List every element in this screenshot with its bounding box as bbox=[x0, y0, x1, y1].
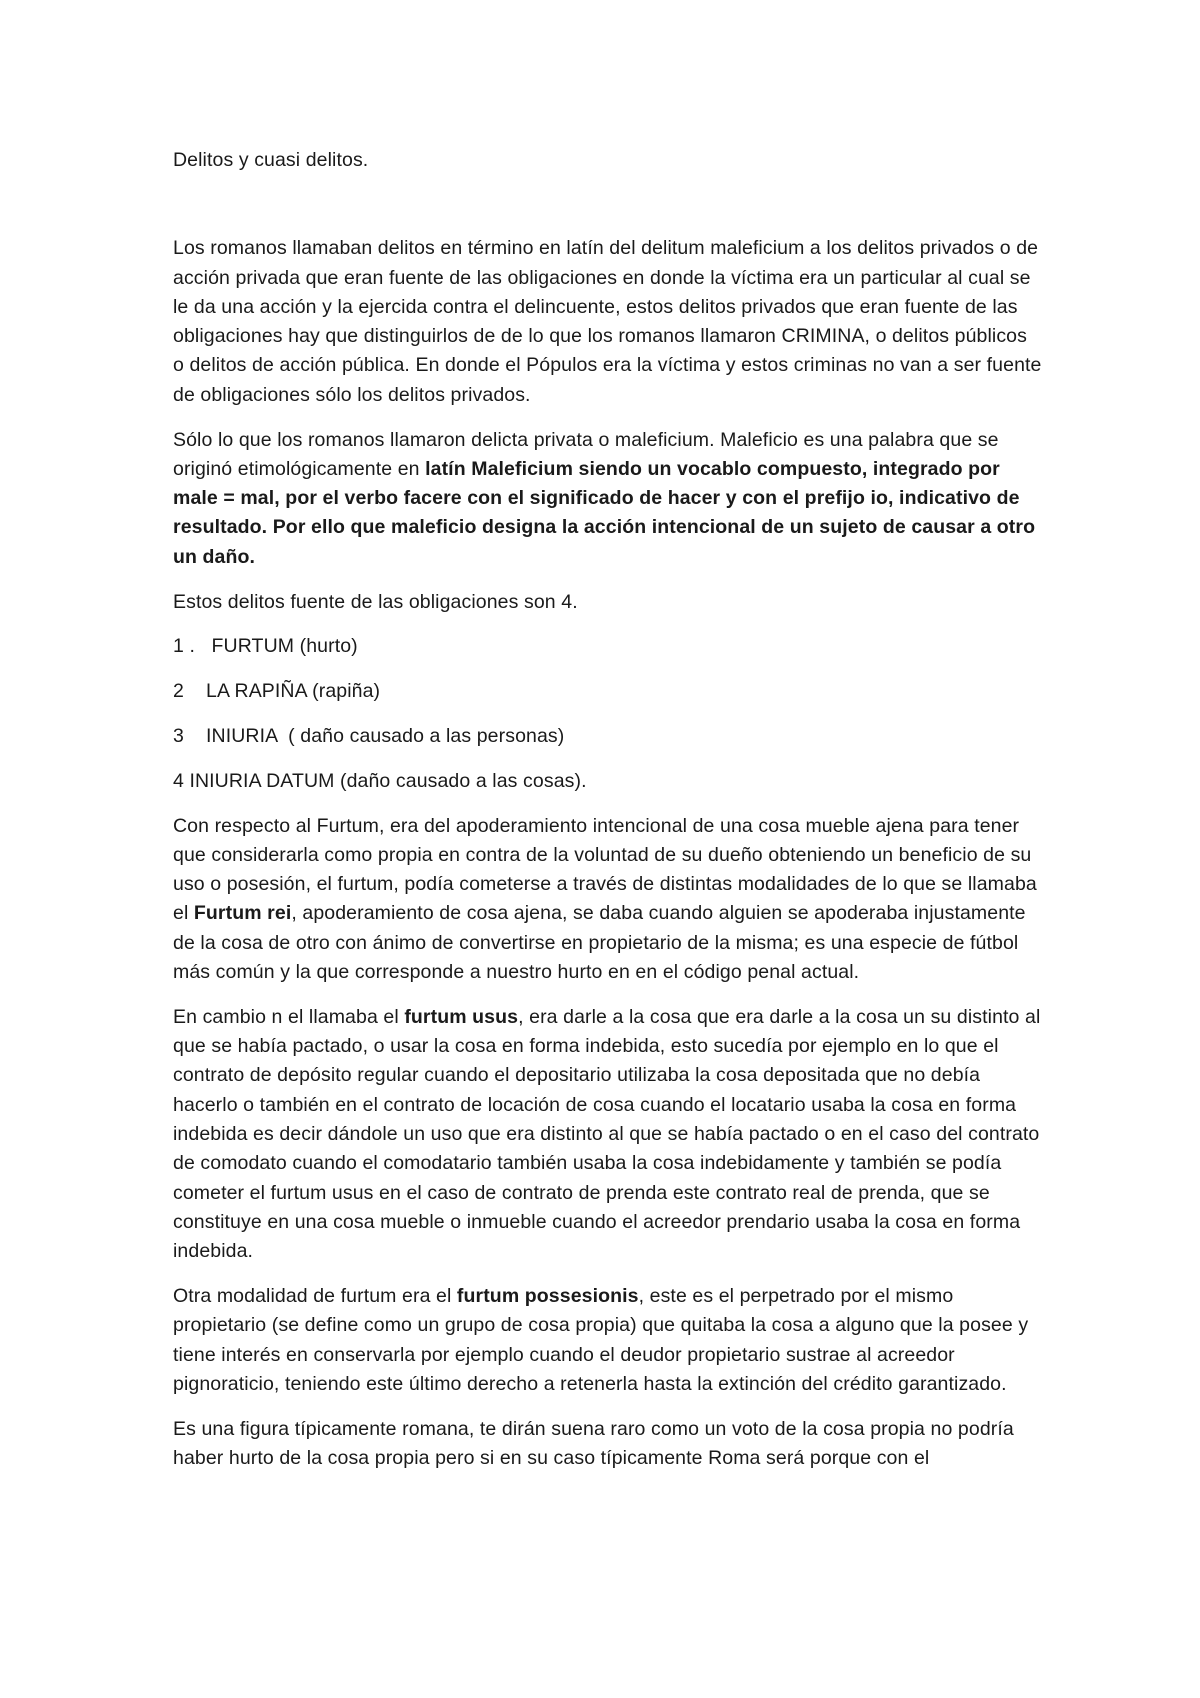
list-item-iniuria: 3 INIURIA ( daño causado a las personas) bbox=[173, 724, 565, 747]
paragraph-count: Estos delitos fuente de las obligaciones son 4. bbox=[173, 590, 578, 613]
paragraph-figura-romana: Es una figura típicamente romana, te dirán suena raro como un voto de la cosa propia no podría haber hurto de la cosa propia pero si en su caso típicamente Roma será porque con el bbox=[173, 1417, 1014, 1469]
document-title: Delitos y cuasi delitos. bbox=[173, 149, 369, 171]
paragraph-furtum-possesionis bbox=[173, 1282, 1043, 1399]
paragraph-text: , apoderamiento de cosa ajena, se daba cuando alguien se apoderaba injustamente de la cosa de otro con ánimo de convertirse en propietario de la misma; es una especie de fútbol más común y la que corresponde a nuestro hurto en en el código penal actual. bbox=[173, 902, 1026, 984]
paragraph-maleficium bbox=[173, 426, 1043, 572]
paragraph-text: En cambio n el llamaba el bbox=[173, 1005, 405, 1028]
paragraph-text: Con respecto al Furtum, era del apoderamiento intencional de una cosa mueble ajena para tener que considerarla como propia en contra de la voluntad de su dueño obteniendo un beneficio de su uso o posesión, el furtum, podía cometerse a través de distintas modalidades de lo que se llamaba el bbox=[173, 814, 1037, 925]
bold-term: Furtum rei bbox=[193, 902, 292, 925]
document-body bbox=[173, 146, 1043, 1489]
paragraph-text: , era darle a la cosa que era darle a la cosa un su distinto al que se había pactado, o usar la cosa en forma indebida, esto sucedía por ejemplo en lo que el contrato de depósito regular cuando el depositario utilizaba la cosa depositada que no debía hacerlo o también en el contrato de locación de cosa cuando el locatario usaba la cosa en forma indebida es decir dándole un uso que era distinto al que se había pactado o en el caso del contrato de comodato cuando el comodatario también usaba la cosa indebidamente y también se podía cometer el furtum usus en el caso de contrato de prenda este contrato real de prenda, que se constituye en una cosa mueble o inmueble cuando el acreedor prendario usaba la cosa en forma indebida. bbox=[173, 1005, 1041, 1263]
bold-term: furtum usus bbox=[404, 1005, 519, 1028]
bold-text: latín Maleficium siendo un vocablo compuesto, integrado por male = mal, por el verbo facere con el significado de hacer y con el prefijo io, indicativo de resultado. Por ello que maleficio designa la acción intencional de un sujeto de causar a otro un daño. bbox=[173, 457, 1036, 568]
paragraph-text: Sólo lo que los romanos llamaron delicta privata o maleficium. Maleficio es una palabra que se originó etimológicamente en bbox=[173, 428, 999, 480]
paragraph-text: Otra modalidad de furtum era el bbox=[173, 1285, 457, 1307]
list-item-rapina: 2 LA RAPIÑA (rapiña) bbox=[173, 680, 381, 703]
paragraph-furtum-usus bbox=[173, 1003, 1043, 1267]
bold-term: furtum possesionis bbox=[456, 1285, 639, 1307]
paragraph-furtum-rei bbox=[173, 812, 1043, 988]
list-item-iniuria-datum: 4 INIURIA DATUM (daño causado a las cosas). bbox=[173, 769, 587, 792]
paragraph-text: , este es el perpetrado por el mismo propietario (se define como un grupo de cosa propia) que quitaba la cosa a alguno que la posee y tiene interés en conservarla por ejemplo cuando el deudor propietario sustrae al acreedor pignoraticio, teniendo este último derecho a retenerla hasta la extinción del crédito garantizado. bbox=[173, 1285, 1029, 1395]
list-item-furtum: 1 . FURTUM (hurto) bbox=[173, 635, 358, 658]
paragraph-delitos-intro: Los romanos llamaban delitos en término en latín del delitum maleficium a los delitos privados o de acción privada que eran fuente de las obligaciones en donde la víctima era un particular al cual se le da una acción y la ejercida contra el delincuente, estos delitos privados que eran fuente de las obligaciones hay que distinguirlos de de lo que los romanos llamaron CRIMINA, o delitos públicos o delitos de acción pública. En donde el Pópulos era la víctima y estos criminas no van a ser fuente de obligaciones sólo los delitos privados. bbox=[173, 237, 1042, 406]
